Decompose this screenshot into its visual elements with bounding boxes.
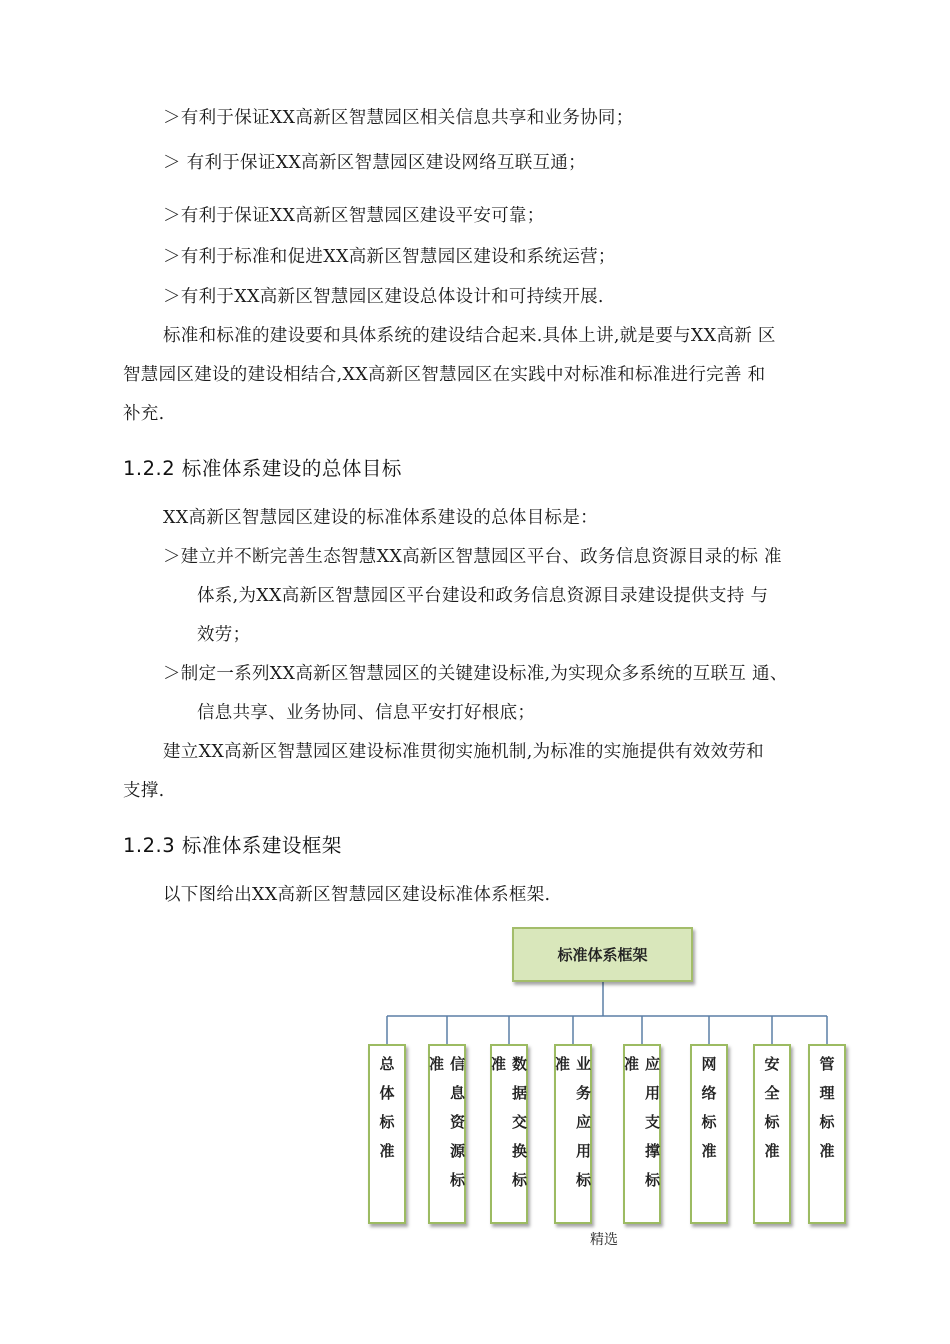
framework-child-box (490, 1044, 528, 1224)
section-heading: 1.2.3 标准体系建设框架 (123, 834, 342, 857)
page-footer: 精选 (590, 1232, 618, 1248)
bullet-line: ＞有利于XX高新区智慧园区建设总体设计和可持续开展. (163, 287, 604, 307)
bullet-line: ＞ 有利于保证XX高新区智慧园区建设网络互联互通； (163, 153, 586, 173)
bullet-continuation: 体系,为XX高新区智慧园区平台建设和政务信息资源目录建设提供支持 与 (197, 586, 769, 606)
framework-child-box (368, 1044, 406, 1224)
framework-child-label: 数据交换标准 (489, 1056, 528, 1201)
framework-child-box (428, 1044, 466, 1224)
framework-child-label: 业务应用标准 (553, 1056, 592, 1201)
framework-child-box (808, 1044, 846, 1224)
framework-child-label: 总体标准 (377, 1056, 396, 1172)
framework-child-box (690, 1044, 728, 1224)
paragraph-line: 以下图给出XX高新区智慧园区建设标准体系框架. (163, 885, 551, 905)
bullet-continuation: 信息共享、业务协同、信息平安打好根底； (197, 703, 536, 723)
framework-child-box (554, 1044, 592, 1224)
bullet-continuation: 效劳； (197, 625, 251, 645)
bullet-line: ＞制定一系列XX高新区智慧园区的关键建设标准,为实现众多系统的互联互 通、 (163, 664, 788, 684)
framework-child-label: 安全标准 (762, 1056, 781, 1172)
paragraph-line: 建立XX高新区智慧园区建设标准贯彻实施机制,为标准的实施提供有效效劳和 (163, 742, 764, 762)
bullet-line: ＞建立并不断完善生态智慧XX高新区智慧园区平台、政务信息资源目录的标 准 (163, 547, 782, 567)
framework-child-box (753, 1044, 791, 1224)
framework-child-label: 应用支撑标准 (622, 1056, 661, 1201)
section-heading: 1.2.2 标准体系建设的总体目标 (123, 457, 402, 480)
framework-child-box (623, 1044, 661, 1224)
bullet-line: ＞有利于保证XX高新区智慧园区相关信息共享和业务协同； (163, 108, 634, 128)
framework-child-label: 网络标准 (699, 1056, 718, 1172)
bullet-line: ＞有利于标准和促进XX高新区智慧园区建设和系统运营； (163, 247, 616, 267)
standards-framework-diagram (360, 920, 860, 1230)
paragraph-line: 补充. (123, 404, 165, 424)
bullet-line: ＞有利于保证XX高新区智慧园区建设平安可靠； (163, 206, 545, 226)
paragraph-line: 支撑. (123, 781, 165, 801)
framework-root-box: 标准体系框架 (512, 927, 693, 982)
framework-child-label: 管理标准 (817, 1056, 836, 1172)
paragraph-line: 智慧园区建设的建设相结合,XX高新区智慧园区在实践中对标准和标准进行完善 和 (123, 365, 766, 385)
framework-child-label: 信息资源标准 (427, 1056, 466, 1201)
paragraph-line: 标准和标准的建设要和具体系统的建设结合起来.具体上讲,就是要与XX高新 区 (163, 326, 776, 346)
paragraph-line: XX高新区智慧园区建设的标准体系建设的总体目标是： (163, 508, 598, 528)
